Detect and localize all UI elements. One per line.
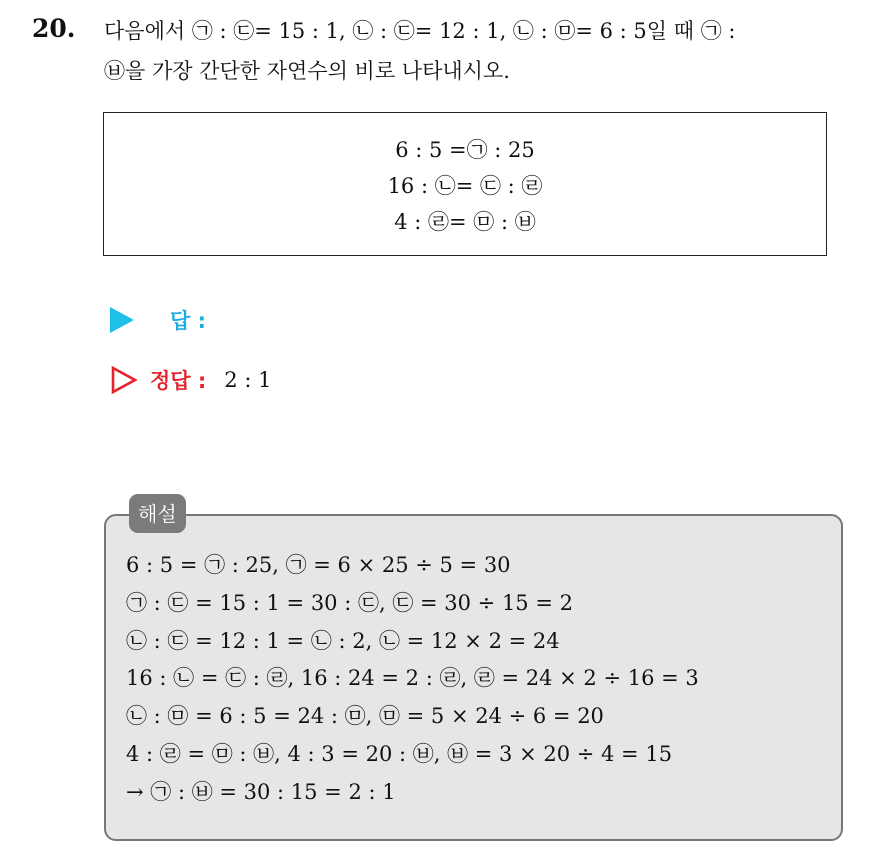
given-equation-2: 16 : ㉡= ㉢ : ㉣ [387, 174, 543, 198]
solution-line: 6 : 5 = ㉠ : 25, ㉠ = 6 × 25 ÷ 5 = 30 [126, 553, 511, 577]
given-equations-box [103, 112, 827, 256]
given-equation-3: 4 : ㉣= ㉤ : ㉥ [394, 210, 536, 234]
solution-line: ㉡ : ㉢ = 12 : 1 = ㉡ : 2, ㉡ = 12 × 2 = 24 [126, 629, 560, 653]
question-text-line-2: ㉥을 가장 간단한 자연수의 비로 나타내시오. [104, 59, 510, 83]
solution-line: ㉡ : ㉤ = 6 : 5 = 24 : ㉤, ㉤ = 5 × 24 ÷ 6 = 20 [126, 704, 604, 728]
answer-label: 답 : [170, 309, 206, 333]
correct-answer-value: 2 : 1 [224, 368, 272, 392]
solution-tab-label: 해설 [129, 494, 186, 533]
solution-line: 16 : ㉡ = ㉢ : ㉣, 16 : 24 = 2 : ㉣, ㉣ = 24 × 2 ÷ 16 = 3 [126, 666, 699, 690]
question-number: 20. [32, 14, 76, 43]
given-equation-1: 6 : 5 =㉠ : 25 [395, 138, 535, 162]
solution-line: ㉠ : ㉢ = 15 : 1 = 30 : ㉢, ㉢ = 30 ÷ 15 = 2 [126, 591, 573, 615]
solution-line: → ㉠ : ㉥ = 30 : 15 = 2 : 1 [126, 780, 396, 804]
question-text-line-1: 다음에서 ㉠ : ㉢= 15 : 1, ㉡ : ㉢= 12 : 1, ㉡ : ㉤= 6 : 5일 때 ㉠ : [104, 19, 736, 43]
correct-answer-row [110, 365, 271, 395]
outline-triangle-icon [110, 365, 138, 395]
solution-line: 4 : ㉣ = ㉤ : ㉥, 4 : 3 = 20 : ㉥, ㉥ = 3 × 20 ÷ 4 = 15 [126, 742, 673, 766]
correct-answer-label: 정답 : [150, 369, 207, 393]
answer-blank-row [110, 305, 206, 335]
solution-box [104, 514, 843, 841]
filled-triangle-icon [110, 307, 134, 333]
